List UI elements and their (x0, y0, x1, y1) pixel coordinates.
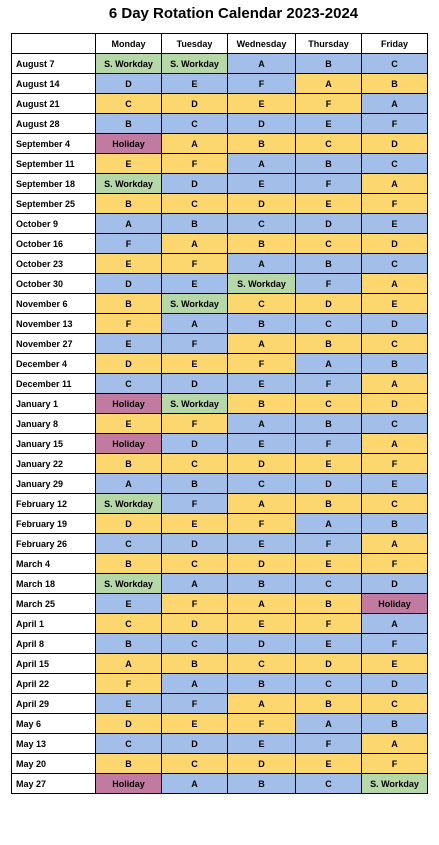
calendar-body (12, 54, 428, 794)
day-cell: F (362, 114, 428, 134)
day-cell: E (162, 274, 228, 294)
day-cell: A (162, 574, 228, 594)
week-label: March 18 (12, 574, 96, 594)
day-cell: C (96, 614, 162, 634)
day-cell: E (228, 534, 296, 554)
table-row (12, 454, 428, 474)
day-cell: B (162, 654, 228, 674)
day-cell: F (162, 594, 228, 614)
week-label: September 11 (12, 154, 96, 174)
week-label: September 18 (12, 174, 96, 194)
day-cell: B (96, 454, 162, 474)
day-cell: F (362, 194, 428, 214)
day-cell: E (96, 254, 162, 274)
day-cell: E (228, 434, 296, 454)
day-cell: B (362, 514, 428, 534)
table-row (12, 154, 428, 174)
day-cell: S. Workday (228, 274, 296, 294)
day-cell: E (362, 214, 428, 234)
day-cell: B (228, 134, 296, 154)
day-cell: C (96, 374, 162, 394)
day-cell: F (362, 554, 428, 574)
day-cell: B (362, 714, 428, 734)
day-cell: A (296, 714, 362, 734)
table-row (12, 114, 428, 134)
table-row (12, 734, 428, 754)
table-row (12, 694, 428, 714)
day-cell: F (296, 534, 362, 554)
week-label: January 1 (12, 394, 96, 414)
day-cell: F (296, 374, 362, 394)
day-cell: D (296, 654, 362, 674)
day-cell: Holiday (96, 434, 162, 454)
day-cell: D (228, 194, 296, 214)
table-row (12, 574, 428, 594)
day-cell: F (296, 174, 362, 194)
table-row (12, 754, 428, 774)
day-cell: E (162, 714, 228, 734)
day-cell: C (162, 554, 228, 574)
day-cell: D (362, 314, 428, 334)
table-row (12, 554, 428, 574)
day-cell: F (296, 94, 362, 114)
week-label: January 15 (12, 434, 96, 454)
table-row (12, 434, 428, 454)
day-cell: S. Workday (96, 494, 162, 514)
day-cell: F (228, 514, 296, 534)
week-label: August 28 (12, 114, 96, 134)
day-cell: C (228, 654, 296, 674)
day-cell: D (96, 514, 162, 534)
day-cell: A (96, 654, 162, 674)
day-cell: D (162, 94, 228, 114)
header-week (12, 34, 96, 54)
day-cell: A (162, 774, 228, 794)
day-cell: D (96, 714, 162, 734)
day-cell: E (362, 474, 428, 494)
day-cell: B (228, 234, 296, 254)
day-cell: D (296, 474, 362, 494)
week-label: August 7 (12, 54, 96, 74)
week-label: May 13 (12, 734, 96, 754)
day-cell: D (96, 74, 162, 94)
table-row (12, 54, 428, 74)
day-cell: A (96, 474, 162, 494)
day-cell: C (362, 54, 428, 74)
day-cell: S. Workday (362, 774, 428, 794)
day-cell: F (228, 354, 296, 374)
day-cell: F (296, 614, 362, 634)
day-cell: A (228, 414, 296, 434)
day-cell: B (296, 334, 362, 354)
day-cell: A (228, 54, 296, 74)
day-cell: D (362, 234, 428, 254)
page-title: 6 Day Rotation Calendar 2023-2024 (108, 5, 359, 22)
day-cell: B (296, 414, 362, 434)
table-row (12, 354, 428, 374)
rotation-calendar-table (11, 33, 428, 794)
day-cell: D (162, 434, 228, 454)
day-cell: E (362, 294, 428, 314)
table-row (12, 274, 428, 294)
table-row (12, 514, 428, 534)
day-cell: A (362, 734, 428, 754)
week-label: September 4 (12, 134, 96, 154)
table-row (12, 254, 428, 274)
day-cell: S. Workday (96, 54, 162, 74)
week-label: October 30 (12, 274, 96, 294)
day-cell: B (96, 634, 162, 654)
day-cell: E (96, 414, 162, 434)
table-row (12, 654, 428, 674)
day-cell: E (96, 154, 162, 174)
day-cell: B (296, 594, 362, 614)
day-cell: Holiday (96, 134, 162, 154)
day-cell: F (296, 434, 362, 454)
day-cell: C (362, 494, 428, 514)
table-row (12, 634, 428, 654)
day-cell: D (162, 174, 228, 194)
day-cell: C (162, 194, 228, 214)
day-cell: A (362, 434, 428, 454)
day-cell: E (362, 654, 428, 674)
day-cell: E (96, 594, 162, 614)
week-label: December 11 (12, 374, 96, 394)
day-cell: E (228, 174, 296, 194)
day-cell: C (162, 454, 228, 474)
day-cell: C (296, 574, 362, 594)
day-cell: F (162, 414, 228, 434)
header-wednesday: Wednesday (228, 34, 296, 54)
day-cell: A (296, 354, 362, 374)
day-cell: F (228, 74, 296, 94)
day-cell: A (362, 534, 428, 554)
day-cell: D (162, 374, 228, 394)
day-cell: B (162, 214, 228, 234)
week-label: May 6 (12, 714, 96, 734)
day-cell: C (228, 294, 296, 314)
day-cell: B (228, 774, 296, 794)
table-row (12, 674, 428, 694)
day-cell: F (162, 254, 228, 274)
table-row (12, 314, 428, 334)
table-row (12, 94, 428, 114)
day-cell: D (362, 394, 428, 414)
day-cell: Holiday (362, 594, 428, 614)
day-cell: B (296, 254, 362, 274)
table-row (12, 774, 428, 794)
day-cell: F (362, 754, 428, 774)
day-cell: C (296, 674, 362, 694)
day-cell: S. Workday (162, 294, 228, 314)
week-label: March 4 (12, 554, 96, 574)
day-cell: A (162, 314, 228, 334)
header-tuesday: Tuesday (162, 34, 228, 54)
day-cell: F (162, 494, 228, 514)
day-cell: A (228, 594, 296, 614)
week-label: October 9 (12, 214, 96, 234)
table-row (12, 194, 428, 214)
table-row (12, 234, 428, 254)
day-cell: C (296, 134, 362, 154)
week-label: October 16 (12, 234, 96, 254)
header-row (12, 34, 428, 54)
week-label: April 29 (12, 694, 96, 714)
day-cell: E (96, 694, 162, 714)
table-row (12, 134, 428, 154)
day-cell: B (96, 194, 162, 214)
week-label: May 20 (12, 754, 96, 774)
day-cell: A (296, 514, 362, 534)
day-cell: B (362, 354, 428, 374)
day-cell: F (162, 694, 228, 714)
day-cell: A (228, 254, 296, 274)
week-label: December 4 (12, 354, 96, 374)
day-cell: D (296, 214, 362, 234)
week-label: February 19 (12, 514, 96, 534)
day-cell: A (162, 134, 228, 154)
day-cell: S. Workday (96, 574, 162, 594)
day-cell: C (228, 214, 296, 234)
day-cell: A (362, 274, 428, 294)
table-row (12, 414, 428, 434)
day-cell: E (96, 334, 162, 354)
day-cell: S. Workday (162, 54, 228, 74)
table-row (12, 474, 428, 494)
day-cell: B (296, 494, 362, 514)
day-cell: C (96, 534, 162, 554)
day-cell: D (162, 534, 228, 554)
day-cell: A (96, 214, 162, 234)
table-row (12, 494, 428, 514)
day-cell: B (296, 54, 362, 74)
day-cell: F (362, 634, 428, 654)
day-cell: D (228, 454, 296, 474)
day-cell: A (228, 154, 296, 174)
day-cell: F (296, 734, 362, 754)
day-cell: D (362, 574, 428, 594)
day-cell: A (162, 674, 228, 694)
day-cell: D (162, 614, 228, 634)
header-thursday: Thursday (296, 34, 362, 54)
day-cell: E (296, 454, 362, 474)
day-cell: D (228, 554, 296, 574)
day-cell: E (296, 554, 362, 574)
day-cell: E (228, 94, 296, 114)
day-cell: D (362, 674, 428, 694)
table-row (12, 74, 428, 94)
day-cell: D (228, 114, 296, 134)
day-cell: B (296, 154, 362, 174)
week-label: November 13 (12, 314, 96, 334)
week-label: April 1 (12, 614, 96, 634)
week-label: January 29 (12, 474, 96, 494)
table-row (12, 214, 428, 234)
day-cell: E (162, 354, 228, 374)
week-label: April 15 (12, 654, 96, 674)
day-cell: C (362, 414, 428, 434)
table-row (12, 594, 428, 614)
day-cell: Holiday (96, 394, 162, 414)
day-cell: F (296, 274, 362, 294)
day-cell: S. Workday (162, 394, 228, 414)
table-row (12, 294, 428, 314)
day-cell: D (96, 354, 162, 374)
day-cell: F (228, 714, 296, 734)
day-cell: B (228, 394, 296, 414)
week-label: April 8 (12, 634, 96, 654)
day-cell: A (362, 174, 428, 194)
day-cell: A (162, 234, 228, 254)
header-friday: Friday (362, 34, 428, 54)
week-label: March 25 (12, 594, 96, 614)
day-cell: C (162, 114, 228, 134)
table-row (12, 374, 428, 394)
week-label: January 8 (12, 414, 96, 434)
day-cell: C (96, 94, 162, 114)
day-cell: F (362, 454, 428, 474)
day-cell: E (296, 754, 362, 774)
day-cell: B (96, 114, 162, 134)
week-label: February 26 (12, 534, 96, 554)
day-cell: A (228, 334, 296, 354)
day-cell: A (362, 94, 428, 114)
table-row (12, 394, 428, 414)
day-cell: C (362, 334, 428, 354)
week-label: August 14 (12, 74, 96, 94)
day-cell: F (96, 674, 162, 694)
day-cell: D (96, 274, 162, 294)
day-cell: F (96, 234, 162, 254)
week-label: May 27 (12, 774, 96, 794)
day-cell: C (296, 394, 362, 414)
day-cell: D (162, 734, 228, 754)
day-cell: Holiday (96, 774, 162, 794)
table-row (12, 714, 428, 734)
day-cell: C (362, 694, 428, 714)
day-cell: E (228, 614, 296, 634)
day-cell: D (228, 754, 296, 774)
day-cell: D (362, 134, 428, 154)
week-label: November 27 (12, 334, 96, 354)
week-label: November 6 (12, 294, 96, 314)
day-cell: B (96, 294, 162, 314)
week-label: February 12 (12, 494, 96, 514)
day-cell: C (162, 754, 228, 774)
day-cell: B (362, 74, 428, 94)
day-cell: C (96, 734, 162, 754)
table-row (12, 614, 428, 634)
week-label: April 22 (12, 674, 96, 694)
table-row (12, 534, 428, 554)
day-cell: S. Workday (96, 174, 162, 194)
day-cell: C (362, 154, 428, 174)
day-cell: E (162, 74, 228, 94)
day-cell: D (296, 294, 362, 314)
day-cell: C (362, 254, 428, 274)
week-label: September 25 (12, 194, 96, 214)
day-cell: E (296, 634, 362, 654)
table-row (12, 174, 428, 194)
day-cell: A (362, 614, 428, 634)
day-cell: B (296, 694, 362, 714)
day-cell: E (296, 194, 362, 214)
day-cell: E (296, 114, 362, 134)
day-cell: C (296, 234, 362, 254)
day-cell: E (162, 514, 228, 534)
day-cell: B (228, 674, 296, 694)
day-cell: C (162, 634, 228, 654)
day-cell: E (228, 374, 296, 394)
day-cell: B (228, 574, 296, 594)
week-label: January 22 (12, 454, 96, 474)
week-label: October 23 (12, 254, 96, 274)
day-cell: B (96, 754, 162, 774)
day-cell: C (296, 314, 362, 334)
day-cell: A (228, 494, 296, 514)
day-cell: C (228, 474, 296, 494)
day-cell: C (296, 774, 362, 794)
day-cell: B (96, 554, 162, 574)
week-label: August 21 (12, 94, 96, 114)
day-cell: E (228, 734, 296, 754)
day-cell: B (228, 314, 296, 334)
day-cell: F (162, 154, 228, 174)
table-row (12, 334, 428, 354)
day-cell: A (228, 694, 296, 714)
day-cell: B (162, 474, 228, 494)
day-cell: F (96, 314, 162, 334)
day-cell: F (162, 334, 228, 354)
day-cell: A (296, 74, 362, 94)
header-monday: Monday (96, 34, 162, 54)
day-cell: A (362, 374, 428, 394)
day-cell: D (228, 634, 296, 654)
